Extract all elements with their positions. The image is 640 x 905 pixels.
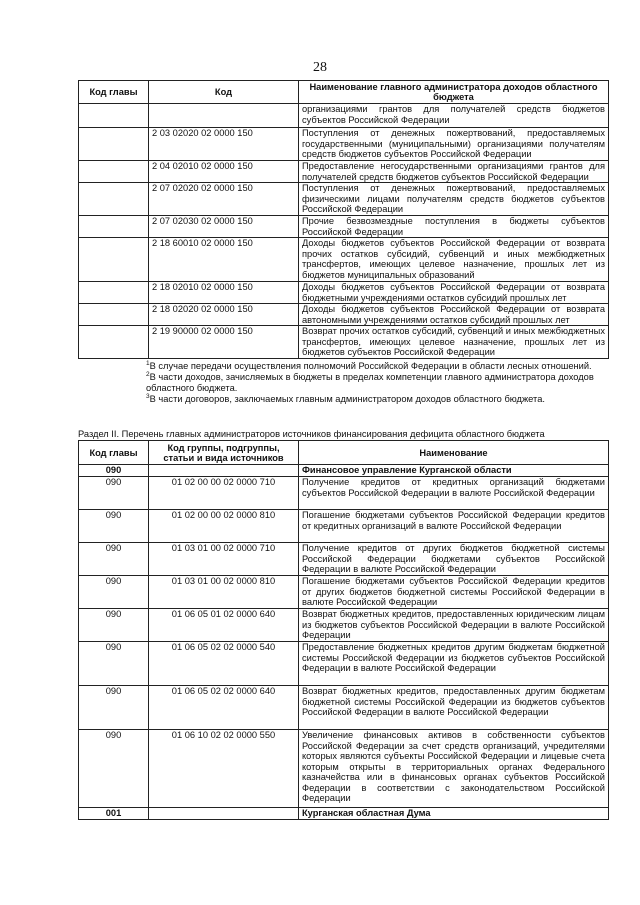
table-row bbox=[79, 609, 609, 642]
row-name: Поступления от денежных пожертвований, предоставляемых государственными (муниципальными) организациями получателям средств бюджетов субъектов Российской Федерации bbox=[299, 128, 609, 161]
row-name: Получение кредитов от других бюджетов бюджетной системы Российской Федерации бюджетами субъектов Российской Федерации в валюте Российской Федерации bbox=[299, 543, 609, 576]
row-name: Доходы бюджетов субъектов Российской Федерации от возврата прочих остатков субсидий, субвенций и иных межбюджетных трансфертов, имеющих целевое назначение, прошлых лет из бюджетов муниципальных образований bbox=[299, 238, 609, 282]
table-row bbox=[79, 128, 609, 161]
page-number: 28 bbox=[313, 60, 327, 75]
row-code: 01 06 05 01 02 0000 640 bbox=[149, 609, 299, 642]
footnote-mark: 1 bbox=[146, 359, 150, 367]
table-row bbox=[79, 576, 609, 609]
row-code: 01 02 00 00 02 0000 710 bbox=[149, 477, 299, 510]
header-code: Код группы, подгруппы, статьи и вида источников bbox=[149, 441, 299, 465]
row-chapter: 090 bbox=[79, 609, 149, 642]
row-name: Предоставление негосударственными организациями грантов для получателей средств бюджетов субъектов Российской Федерации bbox=[299, 161, 609, 183]
row-code: 01 03 01 00 02 0000 710 bbox=[149, 543, 299, 576]
row-code: 01 06 05 02 02 0000 540 bbox=[149, 642, 299, 686]
header-code: Код bbox=[149, 81, 299, 104]
row-code: 2 19 90000 02 0000 150 bbox=[149, 326, 299, 359]
row-name: Прочие безвозмездные поступления в бюджеты субъектов Российской Федерации bbox=[299, 216, 609, 238]
table-row bbox=[79, 730, 609, 808]
row-chapter bbox=[79, 216, 149, 238]
row-name: Возврат бюджетных кредитов, предоставленных юридическим лицам из бюджетов субъектов Российской Федерации в валюте Российской Федерации bbox=[299, 609, 609, 642]
row-name: Погашение бюджетами субъектов Российской Федерации кредитов от кредитных организаций в валюте Российской Федерации bbox=[299, 510, 609, 543]
row-name: Увеличение финансовых активов в собственности субъектов Российской Федерации за счет средств организаций, учредителями которых являются субъекты Российской Федерации и лицевые счета которым открыты в территориальных органах Федерального казначейства или в финансовых органах субъектов Российской Федерации в соответствии с законодательством Российской Федерации bbox=[299, 730, 609, 808]
row-code: 01 06 10 02 02 0000 550 bbox=[149, 730, 299, 808]
footnote-mark: 3 bbox=[146, 392, 150, 400]
row-name: Возврат прочих остатков субсидий, субвенций и иных межбюджетных трансфертов, имеющих целевое назначение, прошлых лет из бюджетов субъектов Российской Федерации bbox=[299, 326, 609, 359]
row-code: 2 03 02020 02 0000 150 bbox=[149, 128, 299, 161]
row-name: Доходы бюджетов субъектов Российской Федерации от возврата бюджетными учреждениями остатков субсидий прошлых лет bbox=[299, 282, 609, 304]
row-code: 01 03 01 00 02 0000 810 bbox=[149, 576, 299, 609]
row-code bbox=[149, 465, 299, 477]
row-chapter bbox=[79, 183, 149, 216]
row-chapter: 001 bbox=[79, 808, 149, 820]
table-row bbox=[79, 465, 609, 477]
table-row bbox=[79, 282, 609, 304]
footnote-mark: 2 bbox=[146, 370, 150, 378]
table-row bbox=[79, 510, 609, 543]
table-row bbox=[79, 161, 609, 183]
row-code: 2 18 60010 02 0000 150 bbox=[149, 238, 299, 282]
row-chapter: 090 bbox=[79, 686, 149, 730]
table-row bbox=[79, 642, 609, 686]
header-chapter: Код главы bbox=[79, 441, 149, 465]
row-code bbox=[149, 104, 299, 128]
table-row bbox=[79, 686, 609, 730]
footnote bbox=[146, 361, 606, 372]
table-row bbox=[79, 326, 609, 359]
section-title: Раздел II. Перечень главных администраторов источников финансирования дефицита областного бюджета bbox=[78, 429, 545, 439]
row-chapter bbox=[79, 161, 149, 183]
row-chapter: 090 bbox=[79, 465, 149, 477]
row-code: 2 18 02020 02 0000 150 bbox=[149, 304, 299, 326]
row-name: организациями грантов для получателей средств бюджетов субъектов Российской Федерации bbox=[299, 104, 609, 128]
row-chapter: 090 bbox=[79, 642, 149, 686]
table-row bbox=[79, 216, 609, 238]
row-chapter: 090 bbox=[79, 730, 149, 808]
table-row bbox=[79, 238, 609, 282]
row-code bbox=[149, 808, 299, 820]
row-code: 01 06 05 02 02 0000 640 bbox=[149, 686, 299, 730]
row-chapter: 090 bbox=[79, 477, 149, 510]
row-name: Предоставление бюджетных кредитов другим бюджетам бюджетной системы Российской Федерации из бюджетов субъектов Российской Федерации в валюте Российской Федерации bbox=[299, 642, 609, 686]
footnote bbox=[146, 394, 606, 405]
row-name: Финансовое управление Курганской области bbox=[299, 465, 609, 477]
row-name: Погашение бюджетами субъектов Российской Федерации кредитов от других бюджетов бюджетной системы Российской Федерации в валюте Российской Федерации bbox=[299, 576, 609, 609]
footnote-text: В случае передачи осуществления полномочий Российской Федерации в области лесных отношений. bbox=[149, 361, 592, 371]
row-name: Курганская областная Дума bbox=[299, 808, 609, 820]
row-chapter bbox=[79, 128, 149, 161]
table-row bbox=[79, 808, 609, 820]
row-chapter bbox=[79, 304, 149, 326]
row-chapter bbox=[79, 326, 149, 359]
income-administrators-table bbox=[78, 80, 609, 359]
row-chapter: 090 bbox=[79, 510, 149, 543]
deficit-sources-table bbox=[78, 440, 609, 820]
header-name: Наименование главного администратора доходов областного бюджета bbox=[299, 81, 609, 104]
row-chapter bbox=[79, 104, 149, 128]
row-chapter: 090 bbox=[79, 543, 149, 576]
row-code: 2 07 02020 02 0000 150 bbox=[149, 183, 299, 216]
row-code: 2 07 02030 02 0000 150 bbox=[149, 216, 299, 238]
footnote-text: В части доходов, зачисляемых в бюджеты в пределах компетенции главного администратора доходов областного бюджета. bbox=[146, 372, 594, 393]
row-code: 2 04 02010 02 0000 150 bbox=[149, 161, 299, 183]
footnote-text: В части договоров, заключаемых главным администратором доходов областного бюджета. bbox=[149, 394, 545, 404]
row-code: 01 02 00 00 02 0000 810 bbox=[149, 510, 299, 543]
row-chapter bbox=[79, 238, 149, 282]
row-name: Поступления от денежных пожертвований, предоставляемых физическими лицами получателям средств бюджетов субъектов Российской Федерации bbox=[299, 183, 609, 216]
row-code: 2 18 02010 02 0000 150 bbox=[149, 282, 299, 304]
table-row bbox=[79, 543, 609, 576]
table-row bbox=[79, 183, 609, 216]
table-row bbox=[79, 104, 609, 128]
row-chapter bbox=[79, 282, 149, 304]
header-chapter: Код главы bbox=[79, 81, 149, 104]
table-row bbox=[79, 477, 609, 510]
table-row bbox=[79, 304, 609, 326]
footnote bbox=[146, 372, 606, 394]
footnotes bbox=[146, 361, 606, 405]
row-name: Возврат бюджетных кредитов, предоставленных другим бюджетам бюджетной системы Российской Федерации из бюджетов субъектов Российской Федерации в валюте Российской Федерации bbox=[299, 686, 609, 730]
header-name: Наименование bbox=[299, 441, 609, 465]
row-name: Получение кредитов от кредитных организаций бюджетами субъектов Российской Федерации в валюте Российской Федерации bbox=[299, 477, 609, 510]
row-name: Доходы бюджетов субъектов Российской Федерации от возврата автономными учреждениями остатков субсидий прошлых лет bbox=[299, 304, 609, 326]
row-chapter: 090 bbox=[79, 576, 149, 609]
